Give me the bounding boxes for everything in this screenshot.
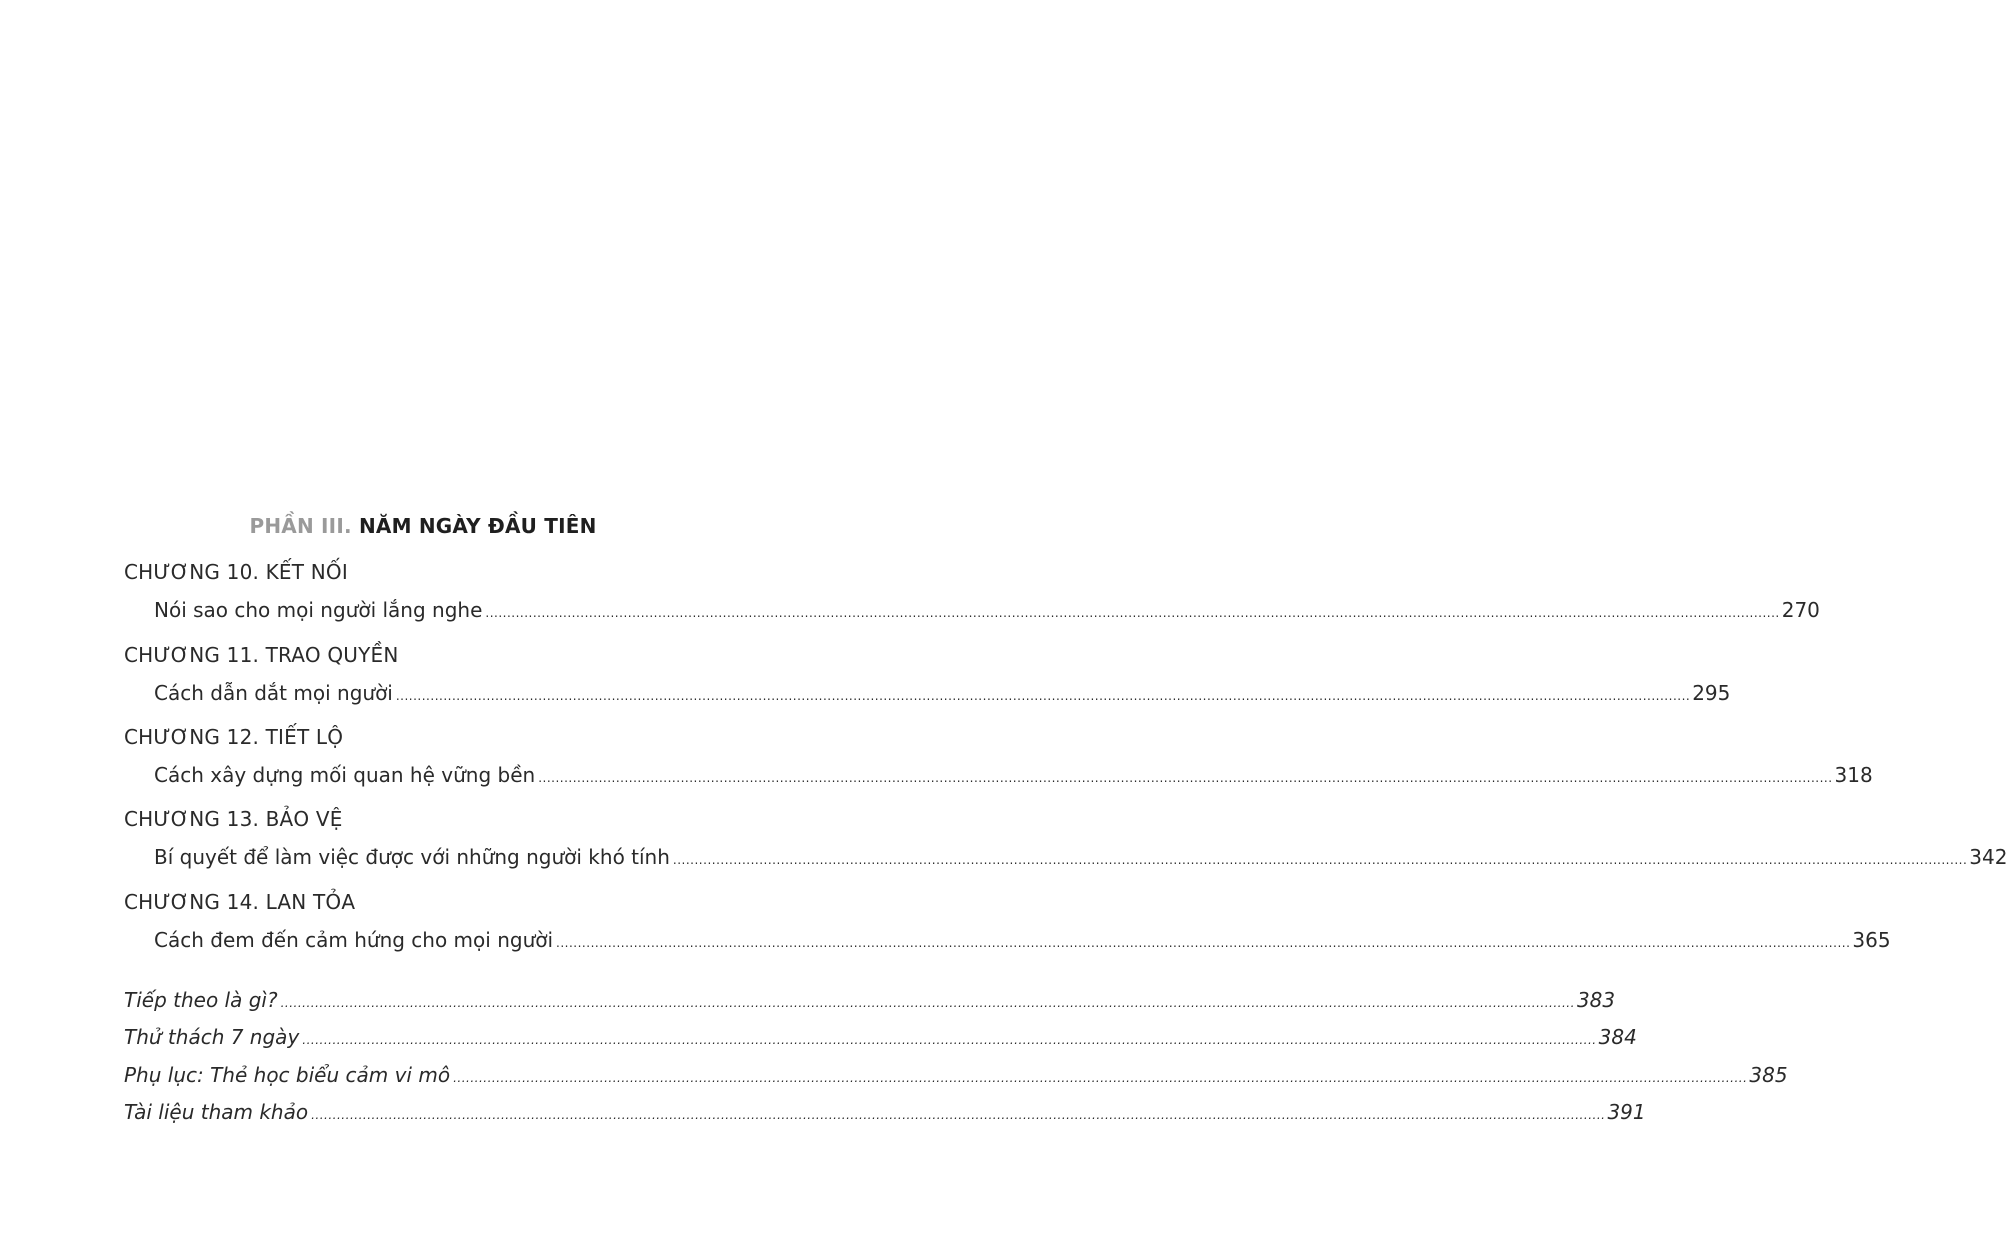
- toc-entry[interactable]: [124, 988, 1616, 1012]
- back-matter-2: [124, 1025, 1637, 1049]
- toc-entry-text: Cách đem đến cảm hứng cho mọi người: [154, 928, 554, 952]
- toc-entry[interactable]: [154, 763, 1873, 787]
- page-number: 385: [1749, 1063, 1788, 1087]
- toc-entry-text: Nói sao cho mọi người lắng nghe: [154, 598, 483, 622]
- chapter-title: CHƯƠNG 10. KẾT NỐI: [124, 560, 348, 584]
- part-name: NĂM NGÀY ĐẦU TIÊN: [358, 514, 597, 538]
- chapter-14: [124, 890, 1891, 952]
- toc-entry-text: Phụ lục: Thẻ học biểu cảm vi mô: [124, 1063, 451, 1087]
- toc-entry[interactable]: [154, 681, 1731, 705]
- chapter-12: [124, 725, 1873, 787]
- dot-leader: ............................................................................................................................................................................................................................................................................................................: [538, 771, 1833, 785]
- chapter-11: [124, 643, 1731, 705]
- dot-leader: ............................................................................................................................................................................................................................................................................................................: [311, 1108, 1606, 1122]
- chapter-title: CHƯƠNG 13. BẢO VỆ: [124, 807, 343, 831]
- toc-entry-text: Tài liệu tham khảo: [124, 1100, 309, 1124]
- page-number: 391: [1607, 1100, 1646, 1124]
- dot-leader: ............................................................................................................................................................................................................................................................................................................: [672, 853, 1968, 867]
- chapter-10: [124, 560, 1820, 622]
- page-number: 270: [1781, 598, 1820, 622]
- back-matter-4: [124, 1100, 1646, 1124]
- back-matter-1: [124, 988, 1616, 1012]
- toc-page: [124, 0, 2007, 1246]
- dot-leader: ............................................................................................................................................................................................................................................................................................................: [395, 689, 1691, 703]
- page-number: 295: [1692, 681, 1731, 705]
- toc-entry-text: Bí quyết để làm việc được với những người khó tính: [154, 845, 670, 869]
- page-number: 365: [1852, 928, 1891, 952]
- toc-entry[interactable]: [154, 845, 2007, 869]
- toc-entry-text: Cách dẫn dắt mọi người: [154, 681, 393, 705]
- dot-leader: ............................................................................................................................................................................................................................................................................................................: [485, 606, 1780, 620]
- chapter-title: CHƯƠNG 14. LAN TỎA: [124, 890, 356, 914]
- toc-entry-text: Thử thách 7 ngày: [124, 1025, 300, 1049]
- chapter-title: CHƯƠNG 12. TIẾT LỘ: [124, 725, 344, 749]
- page-number: 318: [1834, 763, 1873, 787]
- dot-leader: ............................................................................................................................................................................................................................................................................................................: [302, 1033, 1597, 1047]
- back-matter-3: [124, 1063, 1788, 1087]
- page-number: 383: [1576, 988, 1616, 1012]
- part-label: PHẦN III.: [249, 514, 352, 538]
- dot-leader: ............................................................................................................................................................................................................................................................................................................: [453, 1071, 1748, 1085]
- dot-leader: ............................................................................................................................................................................................................................................................................................................: [280, 996, 1575, 1010]
- chapter-title: CHƯƠNG 11. TRAO QUYỀN: [124, 643, 399, 667]
- toc-entry[interactable]: [154, 928, 1891, 952]
- part-heading: [124, 514, 722, 538]
- page-number: 384: [1598, 1025, 1637, 1049]
- toc-entry[interactable]: [154, 598, 1820, 622]
- toc-entry[interactable]: [124, 1100, 1646, 1124]
- toc-entry-text: Cách xây dựng mối quan hệ vững bền: [154, 763, 536, 787]
- dot-leader: ............................................................................................................................................................................................................................................................................................................: [556, 936, 1851, 950]
- toc-entry[interactable]: [124, 1063, 1788, 1087]
- toc-entry[interactable]: [124, 1025, 1637, 1049]
- page-number: 342: [1969, 845, 2007, 869]
- chapter-13: [124, 807, 2007, 869]
- toc-entry-text: Tiếp theo là gì?: [124, 988, 278, 1012]
